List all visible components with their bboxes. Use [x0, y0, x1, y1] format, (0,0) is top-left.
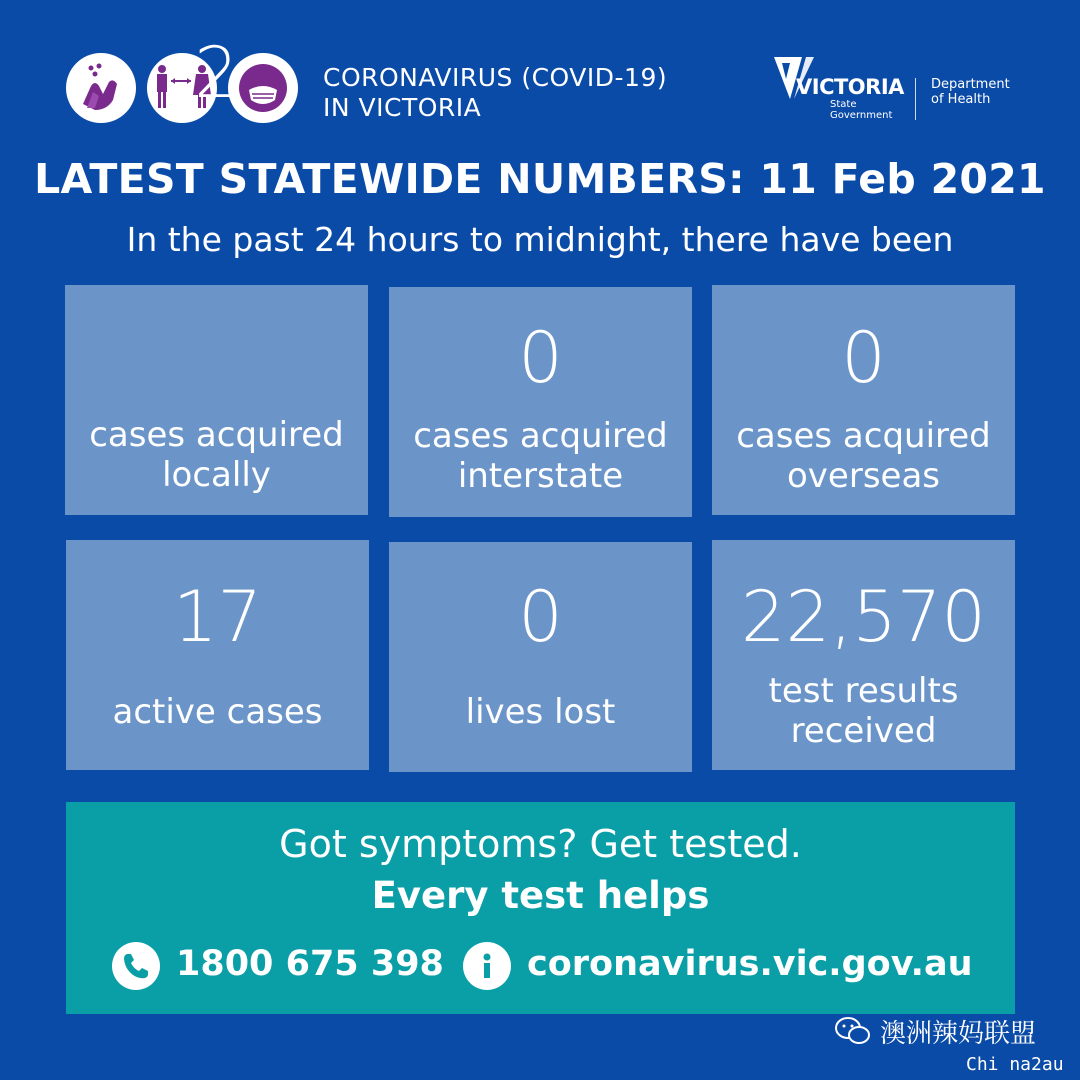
phone-number[interactable]: 1800 675 398 [176, 944, 444, 984]
stat-label-line1: cases acquired [89, 415, 344, 455]
department-of-health [931, 77, 1010, 107]
website-link[interactable]: coronavirus.vic.gov.au [527, 944, 973, 984]
get-tested-banner [66, 802, 1015, 1014]
stat-card-lives-lost [389, 542, 692, 772]
watermark-text: 澳洲辣妈联盟 [880, 1019, 1037, 1049]
page-title: LATEST STATEWIDE NUMBERS: 11 Feb 2021 [34, 155, 1046, 203]
stat-label-line1: test results [768, 671, 959, 711]
logo-sub [830, 99, 892, 121]
stat-value: 0 [841, 317, 886, 399]
dept-line2: of Health [931, 92, 991, 107]
phone-icon [112, 942, 160, 990]
watermark-sub: Chi na2au [966, 1054, 1064, 1075]
info-icon [463, 942, 511, 990]
stat-label-line2: received [790, 711, 937, 751]
stat-label-line1: cases acquired [413, 416, 668, 456]
stat-card-local [65, 32, 368, 515]
stat-card-tests [712, 540, 1015, 770]
logo-divider [915, 78, 916, 120]
header-title-line1: CORONAVIRUS (COVID-19) [323, 63, 668, 92]
banner-line2: Every test helps [371, 874, 710, 917]
stat-value: 2 [194, 32, 239, 114]
stat-card-active [66, 540, 369, 770]
stat-label-line2: interstate [457, 456, 624, 496]
stat-card-overseas [712, 285, 1015, 515]
stat-value: 22,570 [741, 576, 986, 658]
wechat-icon [835, 1016, 871, 1046]
logo-sub-line2: Government [830, 110, 893, 121]
logo-sub-line1: State [830, 99, 857, 110]
dept-line1: Department [931, 77, 1010, 92]
stat-label-line2: overseas [787, 456, 940, 496]
stat-card-interstate [389, 287, 692, 517]
header-title-line2: IN VICTORIA [323, 93, 482, 122]
stat-value: 17 [172, 576, 263, 658]
subtitle: In the past 24 hours to midnight, there have been [126, 220, 954, 259]
stat-label-line1: cases acquired [736, 416, 991, 456]
stat-label-line1: lives lost [465, 692, 616, 732]
logo-word: VICTORIA [796, 75, 904, 99]
stat-label-line1: active cases [112, 692, 323, 732]
stat-label-line2: locally [162, 455, 271, 495]
stat-value: 0 [518, 576, 563, 658]
banner-line1: Got symptoms? Get tested. [279, 822, 802, 866]
header-title [323, 63, 667, 123]
stat-value: 0 [518, 317, 563, 399]
victoria-government-logo [772, 55, 917, 130]
